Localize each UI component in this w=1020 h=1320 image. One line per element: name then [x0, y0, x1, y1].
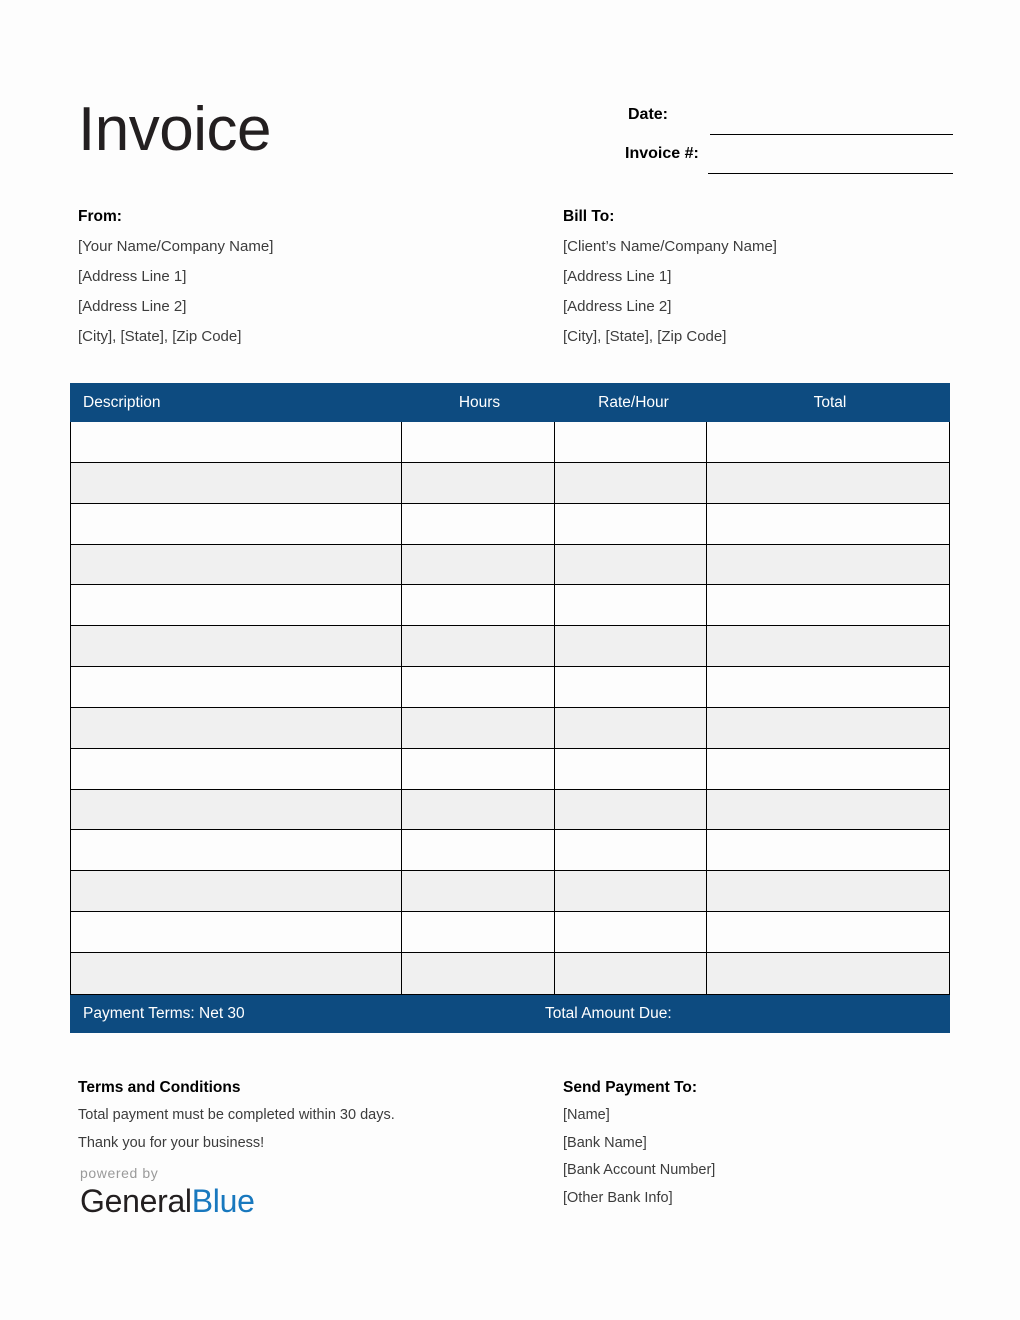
send-payment-to-line-2[interactable]: [Bank Name]: [563, 1134, 647, 1151]
bill-to-line-3[interactable]: [Address Line 2]: [563, 298, 672, 315]
cell-rate[interactable]: [555, 790, 707, 830]
bill-to-line-4[interactable]: [City], [State], [Zip Code]: [563, 328, 727, 345]
date-row: [625, 104, 955, 143]
column-header-total: Total: [813, 393, 847, 411]
cell-total[interactable]: [707, 708, 950, 748]
table-row[interactable]: [71, 626, 949, 667]
cell-total[interactable]: [707, 790, 950, 830]
table-row[interactable]: [71, 545, 949, 586]
cell-rate[interactable]: [555, 667, 707, 707]
cell-total[interactable]: [707, 626, 950, 666]
cell-hours[interactable]: [402, 830, 556, 870]
table-row[interactable]: [71, 790, 949, 831]
table-row[interactable]: [71, 708, 949, 749]
cell-hours[interactable]: [402, 912, 556, 952]
table-row[interactable]: [71, 667, 949, 708]
cell-desc[interactable]: [71, 504, 402, 544]
send-payment-to-line-1[interactable]: [Name]: [563, 1107, 610, 1123]
cell-desc[interactable]: [71, 912, 402, 952]
cell-hours[interactable]: [402, 463, 556, 503]
cell-rate[interactable]: [555, 708, 707, 748]
powered-by-label: powered by: [80, 1165, 159, 1181]
table-row[interactable]: [71, 912, 949, 953]
bill-to-block: [563, 202, 993, 352]
cell-total[interactable]: [707, 585, 950, 625]
cell-hours[interactable]: [402, 871, 556, 911]
column-header-hours: Hours: [458, 393, 501, 411]
cell-hours[interactable]: [402, 585, 556, 625]
page-title: Invoice: [78, 95, 271, 164]
column-header-description: Description: [83, 393, 161, 411]
from-line-4[interactable]: [City], [State], [Zip Code]: [78, 328, 242, 345]
send-payment-to-title: Send Payment To:: [563, 1079, 698, 1096]
cell-desc[interactable]: [71, 667, 402, 707]
date-input-rule[interactable]: [710, 134, 953, 135]
payment-terms-label: Payment Terms: Net 30: [83, 1004, 245, 1022]
invoice-meta: [625, 104, 955, 182]
bill-to-line-2[interactable]: [Address Line 1]: [563, 268, 672, 285]
cell-desc[interactable]: [71, 585, 402, 625]
table-summary-bar: [70, 995, 950, 1033]
cell-rate[interactable]: [555, 626, 707, 666]
cell-desc[interactable]: [71, 871, 402, 911]
invoice-number-row: [625, 143, 955, 182]
brand-wordmark: [80, 1182, 255, 1220]
cell-total[interactable]: [707, 830, 950, 870]
cell-desc[interactable]: [71, 708, 402, 748]
table-row[interactable]: [71, 749, 949, 790]
from-line-3[interactable]: [Address Line 2]: [78, 298, 187, 315]
from-line-1[interactable]: [Your Name/Company Name]: [78, 238, 274, 255]
table-row[interactable]: [71, 830, 949, 871]
generalblue-logo: [80, 1164, 255, 1220]
cell-total[interactable]: [707, 463, 950, 503]
total-amount-due-label: Total Amount Due:: [545, 1004, 672, 1022]
cell-total[interactable]: [707, 422, 950, 462]
cell-hours[interactable]: [402, 626, 556, 666]
invoice-number-label: Invoice #:: [625, 145, 699, 162]
cell-total[interactable]: [707, 912, 950, 952]
cell-total[interactable]: [707, 871, 950, 911]
cell-desc[interactable]: [71, 463, 402, 503]
cell-total[interactable]: [707, 953, 950, 994]
terms-title: Terms and Conditions: [78, 1079, 241, 1096]
cell-desc[interactable]: [71, 626, 402, 666]
cell-hours[interactable]: [402, 749, 556, 789]
cell-rate[interactable]: [555, 749, 707, 789]
cell-total[interactable]: [707, 749, 950, 789]
brand-name-general: General: [80, 1183, 192, 1219]
from-line-2[interactable]: [Address Line 1]: [78, 268, 187, 285]
cell-rate[interactable]: [555, 953, 707, 994]
brand-name-blue: Blue: [191, 1183, 255, 1219]
from-block: [78, 202, 508, 352]
cell-rate[interactable]: [555, 585, 707, 625]
invoice-number-input-rule[interactable]: [708, 173, 953, 174]
cell-desc[interactable]: [71, 830, 402, 870]
cell-desc[interactable]: [71, 422, 402, 462]
cell-desc[interactable]: [71, 953, 402, 994]
table-row[interactable]: [71, 585, 949, 626]
bill-to-title: Bill To:: [563, 208, 615, 225]
table-row[interactable]: [71, 871, 949, 912]
cell-total[interactable]: [707, 667, 950, 707]
table-row[interactable]: [71, 463, 949, 504]
bill-to-line-1[interactable]: [Client’s Name/Company Name]: [563, 238, 777, 255]
cell-rate[interactable]: [555, 463, 707, 503]
cell-rate[interactable]: [555, 545, 707, 585]
cell-rate[interactable]: [555, 422, 707, 462]
cell-hours[interactable]: [402, 953, 556, 994]
cell-rate[interactable]: [555, 871, 707, 911]
terms-line-2: Thank you for your business!: [78, 1134, 265, 1151]
table-header-row: [70, 383, 950, 422]
cell-desc[interactable]: [71, 545, 402, 585]
date-label: Date:: [628, 106, 669, 123]
terms-line-1: Total payment must be completed within 30 days.: [78, 1107, 395, 1123]
cell-hours[interactable]: [402, 504, 556, 544]
send-payment-to-line-3[interactable]: [Bank Account Number]: [563, 1162, 716, 1178]
cell-total[interactable]: [707, 545, 950, 585]
table-row[interactable]: [71, 422, 949, 463]
cell-total[interactable]: [707, 504, 950, 544]
line-items-table: [70, 383, 950, 1033]
cell-desc[interactable]: [71, 790, 402, 830]
cell-hours[interactable]: [402, 422, 556, 462]
cell-hours[interactable]: [402, 790, 556, 830]
table-body: [70, 422, 950, 995]
terms-and-conditions-block: [78, 1074, 508, 1157]
cell-hours[interactable]: [402, 667, 556, 707]
send-payment-to-line-4[interactable]: [Other Bank Info]: [563, 1189, 673, 1206]
table-row[interactable]: [71, 953, 949, 994]
cell-rate[interactable]: [555, 504, 707, 544]
cell-rate[interactable]: [555, 912, 707, 952]
table-row[interactable]: [71, 504, 949, 545]
cell-hours[interactable]: [402, 545, 556, 585]
cell-rate[interactable]: [555, 830, 707, 870]
cell-hours[interactable]: [402, 708, 556, 748]
cell-desc[interactable]: [71, 749, 402, 789]
from-title: From:: [78, 208, 122, 225]
column-header-rate-hour: Rate/Hour: [598, 393, 669, 411]
send-payment-to-block: [563, 1074, 993, 1212]
